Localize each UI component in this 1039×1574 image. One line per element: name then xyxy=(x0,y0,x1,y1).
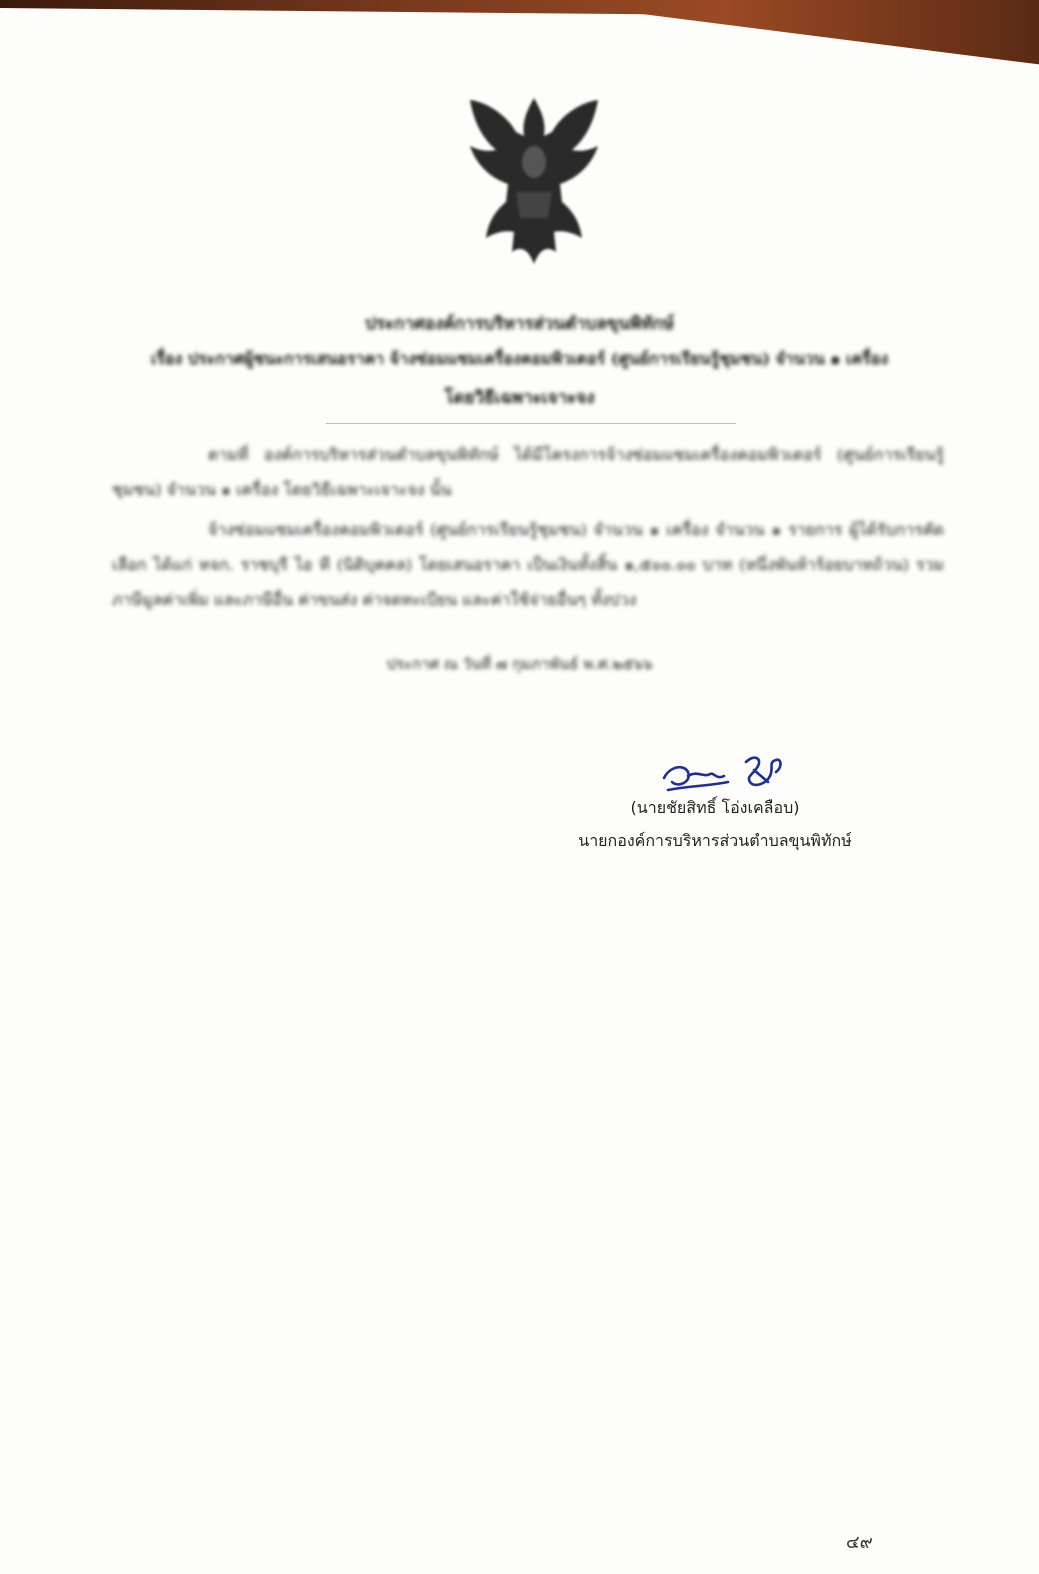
document-method: โดยวิธีเฉพาะเจาะจง xyxy=(444,388,595,408)
signatory-name: (นายชัยสิทธิ์ โอ่งเคลือบ) xyxy=(630,798,800,817)
dateline: ประกาศ ณ วันที่ ๗ กุมภาพันธ์ พ.ศ.๒๕๖๖ xyxy=(386,655,653,673)
page-number: ๔๙ xyxy=(846,1532,873,1553)
signatory-position: นายกองค์การบริหารส่วนตำบลขุนพิทักษ์ xyxy=(578,831,852,850)
document-subject: เรื่อง ประกาศผู้ชนะการเสนอราคา จ้างซ่อมแซมเครื่องคอมพิวเตอร์ (ศูนย์การเรียนรู้ชุมชน) จำนวน ๑ เครื่อง xyxy=(150,349,889,368)
paragraph-1: ตามที่ องค์การบริหารส่วนตำบลขุนพิทักษ์ ได้มีโครงการจ้างซ่อมแซมเครื่องคอมพิวเตอร์ (ศูนย์การเรียนรู้ชุมชน) จำนวน ๑ เครื่อง โดยวิธีเฉพาะเจาะจง นั้น xyxy=(112,445,944,499)
paragraph-2: จ้างซ่อมแซมเครื่องคอมพิวเตอร์ (ศูนย์การเรียนรู้ชุมชน) จำนวน ๑ เครื่อง จำนวน ๑ รายการ ผู้ได้รับการคัดเลือก ได้แก่ หจก. ราชบุรี ไอ ที (นิติบุคคล) โดยเสนอราคา เป็นเงินทั้งสิ้น ๑,๕๐๐.๐๐ บาท (หนึ่งพันห้าร้อยบาทถ้วน) รวมภาษีมูลค่าเพิ่ม และภาษีอื่น ค่าขนส่ง ค่าจดทะเบียน และค่าใช้จ่ายอื่นๆ ทั้งปวง xyxy=(112,520,944,609)
garuda-emblem-icon xyxy=(456,92,612,270)
divider xyxy=(326,423,736,424)
handwritten-signature-icon xyxy=(658,752,788,796)
document-title: ประกาศองค์การบริหารส่วนตำบลขุนพิทักษ์ xyxy=(365,314,674,334)
